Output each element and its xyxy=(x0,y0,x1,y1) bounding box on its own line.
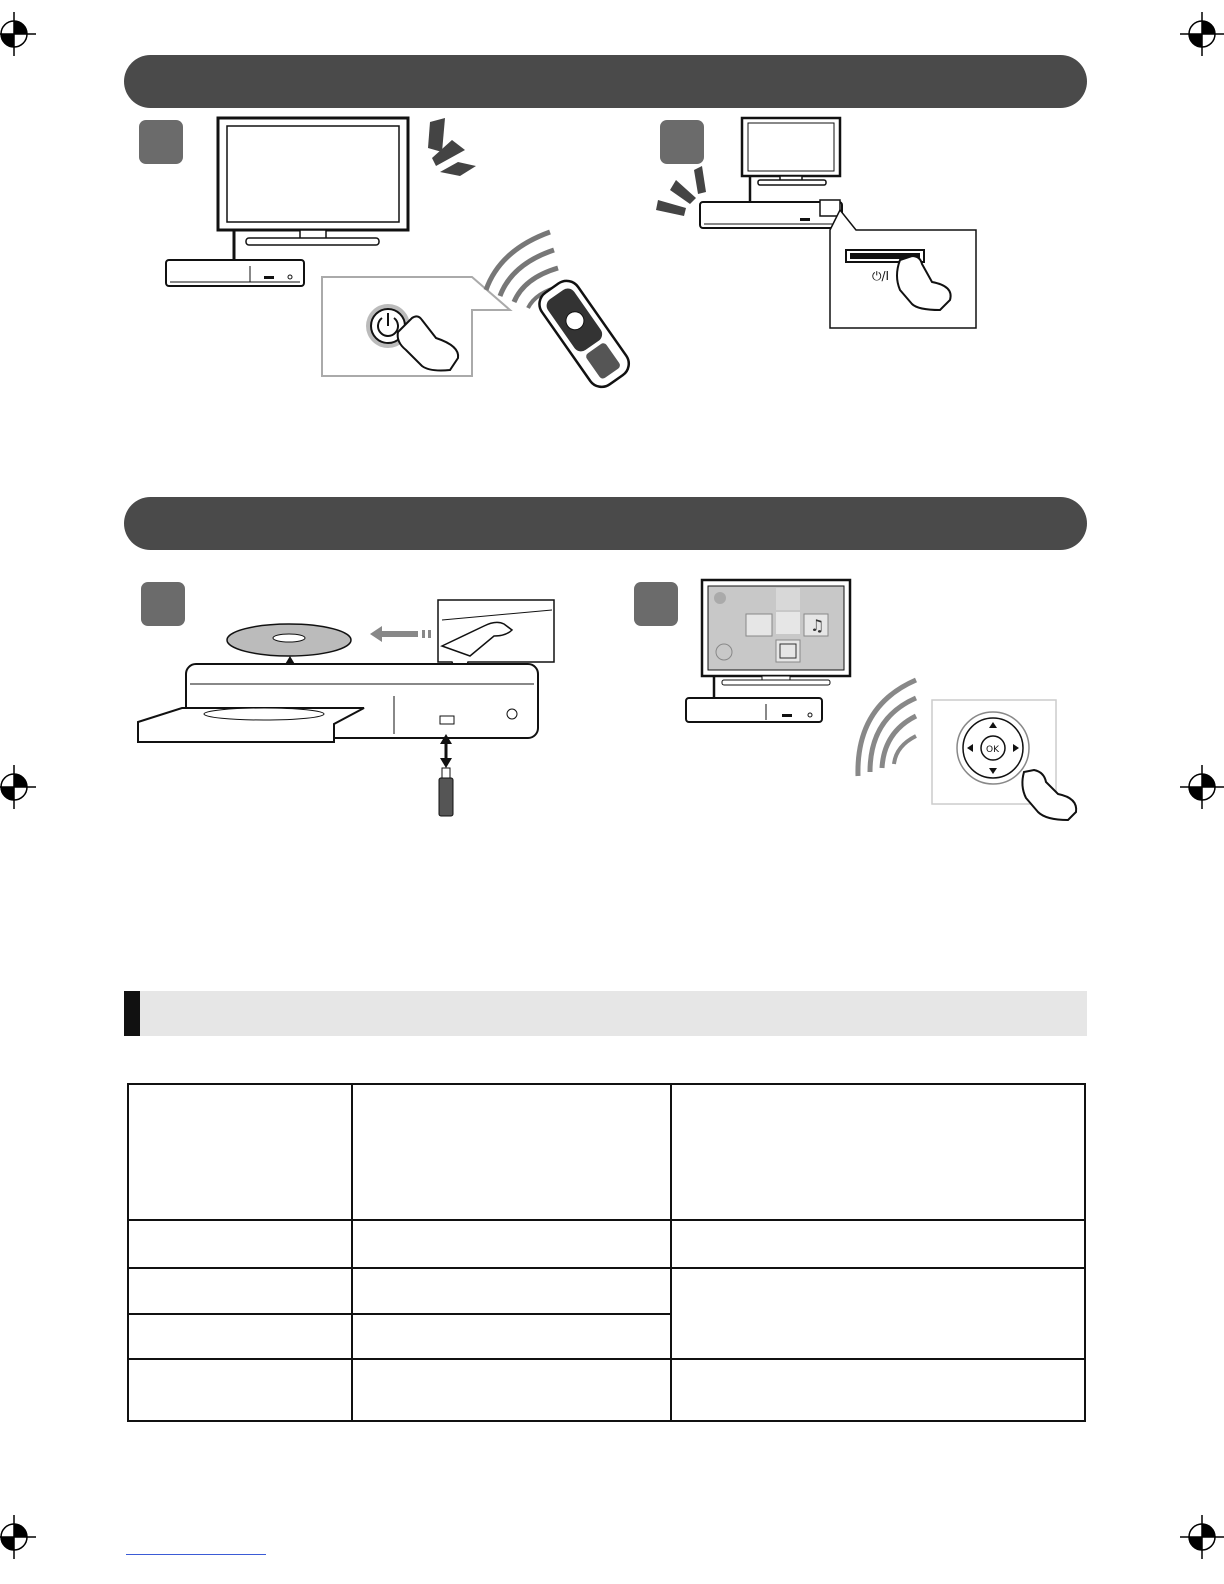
registration-mark-icon xyxy=(0,1515,36,1559)
table-row xyxy=(128,1220,1085,1268)
table-cell xyxy=(671,1220,1085,1268)
power-on-with-remote-illustration xyxy=(160,110,630,385)
info-table xyxy=(127,1083,1086,1422)
power-on-with-unit-button-illustration xyxy=(650,110,990,340)
table-cell xyxy=(128,1359,352,1421)
table-cell xyxy=(352,1084,671,1220)
registration-mark-icon xyxy=(1180,1515,1224,1559)
section-header-bar xyxy=(124,497,1087,550)
table-cell xyxy=(671,1084,1085,1220)
insert-media-illustration xyxy=(134,596,564,820)
registration-mark-icon xyxy=(0,12,36,56)
table-cell xyxy=(352,1359,671,1421)
section-header-bar xyxy=(124,55,1087,108)
section-heading-marker xyxy=(124,991,140,1036)
step-number-box xyxy=(634,582,678,626)
table-cell xyxy=(671,1268,1085,1359)
svg-text:♫: ♫ xyxy=(810,616,825,635)
table-cell xyxy=(128,1220,352,1268)
menu-navigation-illustration xyxy=(680,576,1090,826)
registration-mark-icon xyxy=(1180,12,1224,56)
footer-link-underline[interactable] xyxy=(126,1554,266,1555)
registration-mark-icon xyxy=(0,765,36,809)
table-cell xyxy=(352,1220,671,1268)
section-heading-strip xyxy=(124,991,1087,1036)
table-row xyxy=(128,1359,1085,1421)
table-row xyxy=(128,1268,1085,1314)
ok-button-label: OK xyxy=(986,745,999,755)
table-cell xyxy=(352,1314,671,1359)
table-row xyxy=(128,1084,1085,1220)
registration-mark-icon xyxy=(1180,765,1224,809)
table-cell xyxy=(128,1268,352,1314)
power-button-label: ⏻/I xyxy=(872,269,890,283)
table-cell xyxy=(128,1314,352,1359)
table-cell xyxy=(671,1359,1085,1421)
table-cell xyxy=(128,1084,352,1220)
table-cell xyxy=(352,1268,671,1314)
